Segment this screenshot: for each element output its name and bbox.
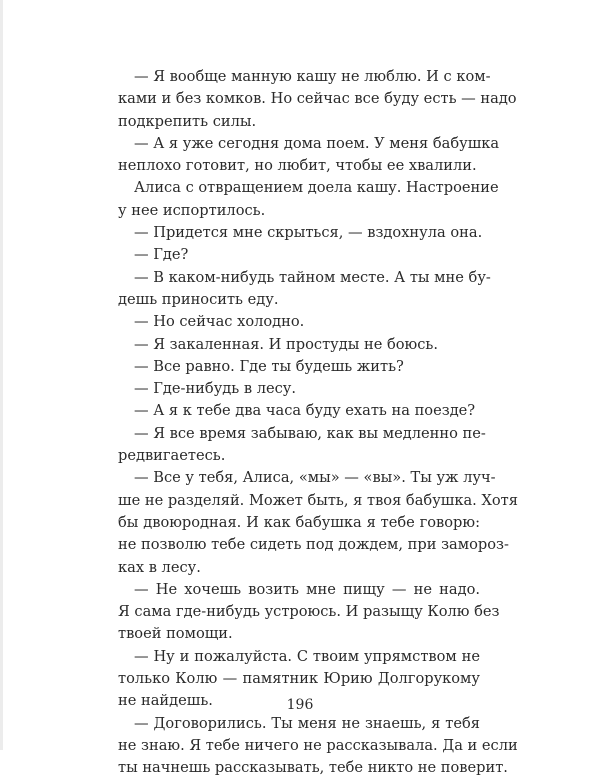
text-line-2: ками и без комков. Но сейчас все буду есть — надо <box>118 90 517 108</box>
text-line-25: Я сама где-нибудь устроюсь. И разыщу Колю без <box>118 603 500 621</box>
text-line-26: твоей помощи. <box>118 625 233 643</box>
text-line-6: Алиса с отвращением доела кашу. Настроение <box>134 179 499 197</box>
text-line-29: не найдешь. <box>118 692 213 710</box>
text-line-24: — Не хочешь возить мне пищу — не надо. <box>134 580 480 598</box>
text-line-27: — Ну и пожалуйста. С твоим упрямством не <box>134 647 480 665</box>
text-line-10: — В каком-нибудь тайном месте. А ты мне бу- <box>134 268 491 286</box>
text-line-5: неплохо готовит, но любит, чтобы ее хвалили. <box>118 157 477 175</box>
text-line-17: — Я все время забываю, как вы медленно пе- <box>134 424 486 442</box>
text-line-8: — Придется мне скрыться, — вздохнула она. <box>134 224 483 242</box>
page-edge-shadow <box>0 0 3 750</box>
text-line-19: — Все у тебя, Алиса, «мы» — «вы». Ты уж луч- <box>134 469 496 487</box>
text-line-28: только Колю — памятник Юрию Долгорукому <box>118 670 480 688</box>
text-line-21: бы двоюродная. И как бабушка я тебе говорю: <box>118 513 480 531</box>
text-line-20: ше не разделяй. Может быть, я твоя бабушка. Хотя <box>118 491 518 509</box>
text-line-7: у нее испортилось. <box>118 201 266 219</box>
text-line-31: не знаю. Я тебе ничего не рассказывала. Да и если <box>118 736 518 754</box>
text-line-30: — Договорились. Ты меня не знаешь, я тебя <box>134 714 480 732</box>
text-line-15: — Где-нибудь в лесу. <box>134 380 297 398</box>
text-line-32: ты начнешь рассказывать, тебе никто не поверит. <box>118 759 508 777</box>
text-line-13: — Я закаленная. И простуды не боюсь. <box>134 335 439 353</box>
text-line-22: не позволю тебе сидеть под дождем, при замороз- <box>118 536 509 554</box>
text-line-11: дешь приносить еду. <box>118 290 279 308</box>
page-number: 196 <box>286 697 314 713</box>
text-line-3: подкрепить силы. <box>118 112 257 130</box>
text-line-16: — А я к тебе два часа буду ехать на поезде? <box>134 402 476 420</box>
text-line-4: — А я уже сегодня дома поем. У меня бабушка <box>134 134 500 152</box>
page-text-block <box>118 66 518 780</box>
text-line-14: — Все равно. Где ты будешь жить? <box>134 357 404 375</box>
text-line-12: — Но сейчас холодно. <box>134 313 305 331</box>
text-line-23: ках в лесу. <box>118 558 201 576</box>
text-line-1: — Я вообще манную кашу не люблю. И с ком- <box>134 68 491 85</box>
text-line-9: — Где? <box>134 246 189 264</box>
text-line-18: редвигаетесь. <box>118 447 226 465</box>
